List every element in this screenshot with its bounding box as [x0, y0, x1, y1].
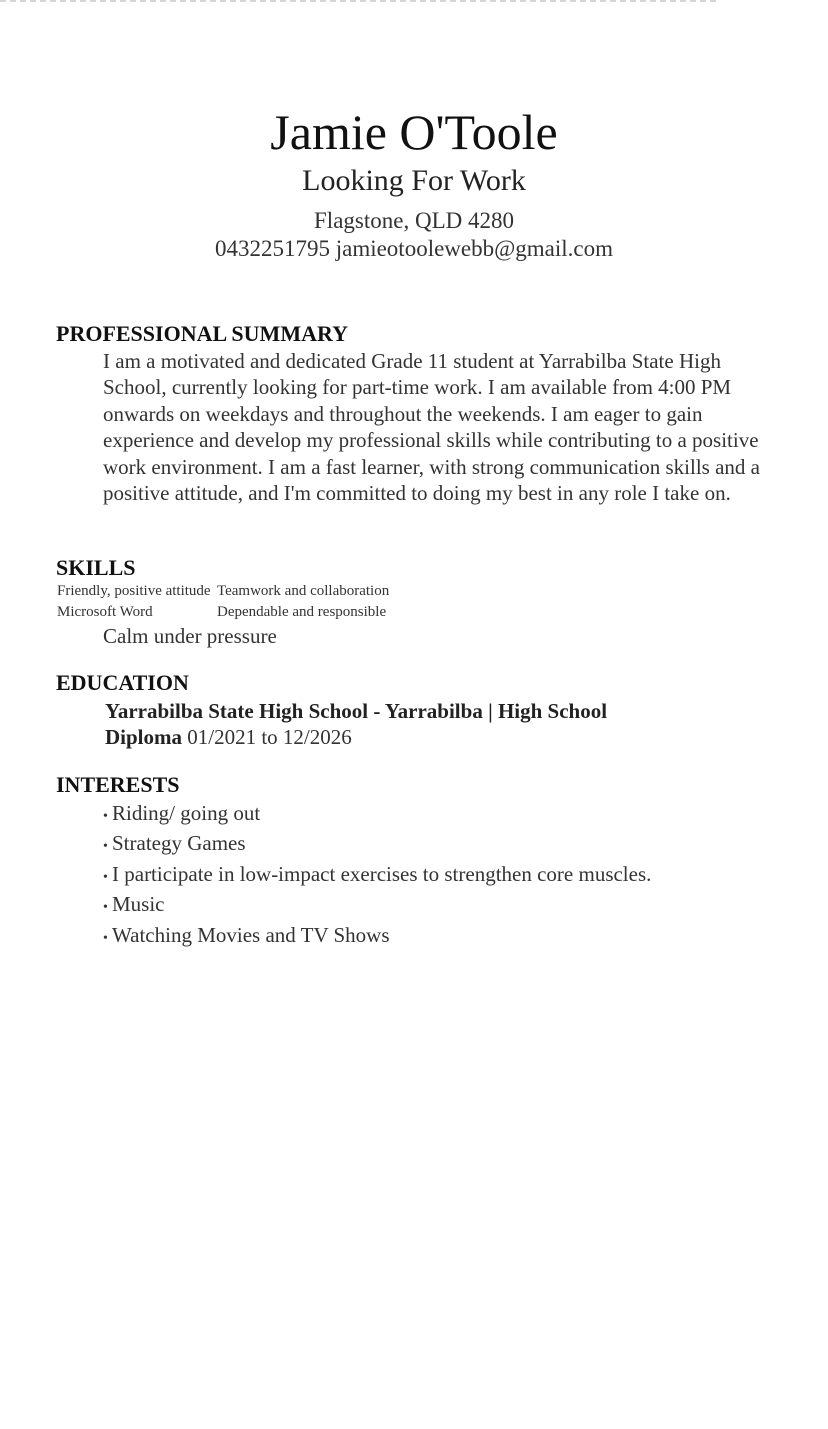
bullet-icon: •: [103, 869, 108, 885]
section-heading-skills: SKILLS: [56, 555, 136, 580]
interest-label: Riding/ going out: [112, 801, 261, 825]
interest-label: Strategy Games: [112, 831, 246, 856]
bullet-icon: •: [103, 930, 108, 946]
candidate-headline: Looking For Work: [302, 164, 526, 197]
page-top-border: [0, 0, 716, 2]
list-item: [103, 800, 651, 830]
interest-label: Music: [112, 892, 165, 917]
skill-item: Dependable and responsible: [217, 604, 387, 620]
education-entry: [105, 698, 625, 751]
interests-list: [103, 800, 651, 952]
bullet-icon: •: [103, 809, 108, 824]
candidate-name: Jamie O'Toole: [270, 104, 558, 160]
education-school: Yarrabilba State High School - Yarrabilba | High School Diploma: [105, 699, 608, 750]
summary-text: I am a motivated and dedicated Grade 11 student at Yarrabilba State High School, currently looking for part-time work. I am available from 4:00 PM onwards on weekdays and throughout the weekends. I am eager to gain experience and develop my professional skills while contributing to a positive work environment. I am a fast learner, with strong communication skills and a positive attitude, and I'm committed to doing my best in any role I take on.: [103, 349, 760, 506]
candidate-address: Flagstone, QLD 4280: [314, 208, 514, 233]
bullet-icon: •: [103, 900, 108, 916]
list-item: [103, 861, 651, 891]
section-heading-summary: PROFESSIONAL SUMMARY: [56, 321, 348, 346]
candidate-phone: 0432251795: [214, 236, 330, 261]
bullet-icon: •: [103, 839, 108, 855]
education-dates: 01/2021 to 12/2026: [187, 725, 352, 750]
interest-label: Watching Movies and TV Shows: [112, 922, 390, 947]
candidate-email: jamieotoolewebb@gmail.com: [335, 236, 614, 261]
interest-label: I participate in low-impact exercises to strengthen core muscles.: [112, 861, 652, 886]
skill-item: Friendly, positive attitude: [57, 583, 211, 599]
skill-item-extra: Calm under pressure: [103, 624, 277, 648]
skill-item: Teamwork and collaboration: [217, 583, 390, 599]
section-heading-education: EDUCATION: [56, 670, 189, 695]
list-item: [103, 922, 651, 952]
list-item: [103, 891, 651, 921]
skills-grid: [57, 582, 417, 621]
contact-phone-email: [0, 235, 828, 263]
list-item: [103, 830, 651, 860]
section-heading-interests: INTERESTS: [56, 772, 180, 797]
skill-item: Microsoft Word: [57, 604, 153, 620]
